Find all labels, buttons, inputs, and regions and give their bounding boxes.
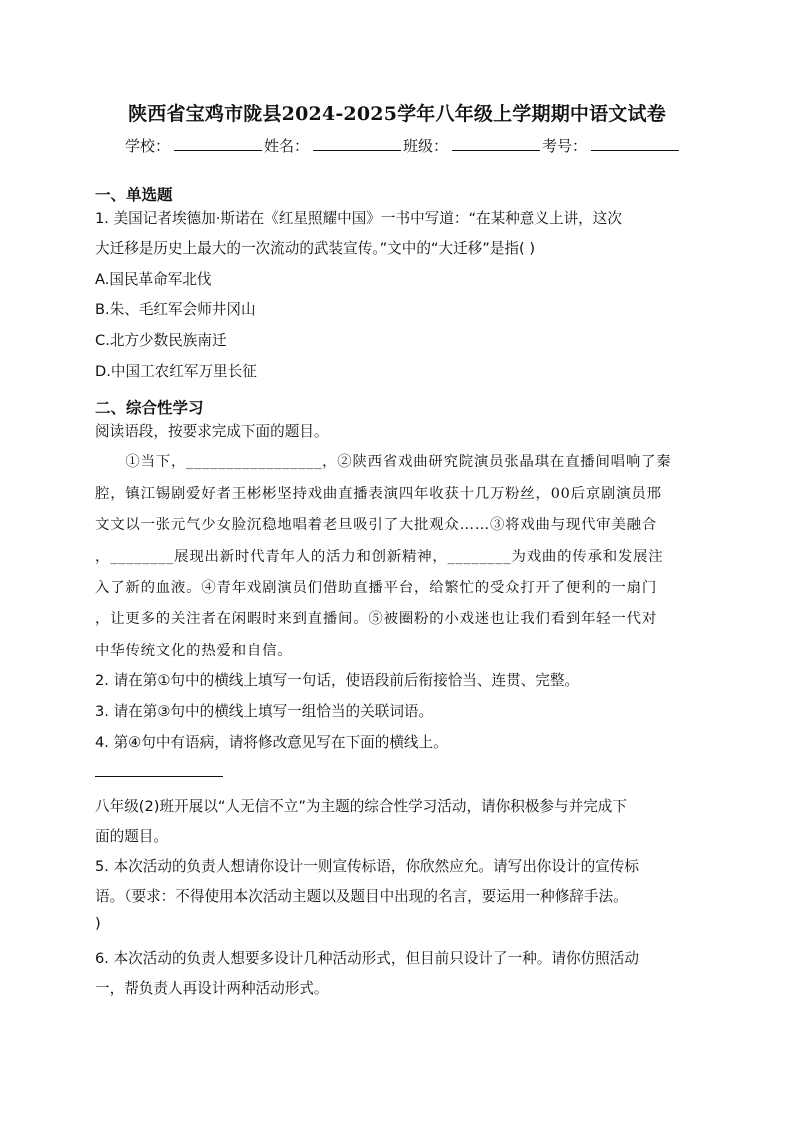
question-4: 4. 第④句中有语病，请将修改意见写在下面的横线上。 (95, 734, 448, 751)
activity-intro-line-1: 八年级(2)班开展以“人无信不立”为主题的综合性学习活动，请你积极参与并完成下 (95, 798, 627, 815)
option-d[interactable]: D.中国工农红军万里长征 (95, 363, 257, 380)
passage-line: ①当下，_________________，②陕西省戏曲研究院演员张晶琪在直播间唱响了秦 (95, 454, 672, 470)
option-a[interactable]: A.国民革命军北伐 (95, 271, 212, 288)
question-5-line-3: ) (95, 915, 101, 932)
option-c[interactable]: C.北方少数民族南迁 (95, 332, 227, 349)
question-2: 2. 请在第①句中的横线上填写一句话，使语段前后衔接恰当、连贯、完整。 (95, 672, 580, 689)
question-5-line-1: 5. 本次活动的负责人想请你设计一则宣传标语，你欣然应允。请写出你设计的宣传标 (95, 858, 639, 875)
name-label: 姓名： (264, 137, 310, 155)
question-5-line-2: 语。（要求：不得使用本次活动主题以及题目中出现的名言，要运用一种修辞手法。 (95, 888, 628, 905)
school-label: 学校： (125, 137, 171, 155)
passage-line: 腔，镇江锡剧爱好者王彬彬坚持戏曲直播表演四年收获十几万粉丝，00后京剧演员邢 (95, 486, 662, 502)
page-title: 陕西省宝鸡市陇县2024-2025学年八年级上学期期中语文试卷 (128, 103, 666, 125)
question-6-line-2: 一，帮负责人再设计两种活动形式。 (95, 980, 329, 997)
reading-instruction: 阅读语段，按要求完成下面的题目。 (95, 423, 329, 440)
section-heading-single-choice: 一、单选题 (95, 186, 173, 204)
activity-intro-line-2: 面的题目。 (95, 828, 168, 845)
class-label: 班级： (403, 137, 449, 155)
exam-no-blank[interactable] (591, 135, 679, 151)
question-1-line-1: 1. 美国记者埃德加·斯诺在《红星照耀中国》一书中写道：“在某种意义上讲，这次 (95, 210, 622, 227)
section-heading-comprehensive-learning: 二、综合性学习 (95, 399, 204, 417)
question-3: 3. 请在第③句中的横线上填写一组恰当的关联词语。 (95, 703, 434, 720)
answer-blank-line[interactable] (95, 776, 223, 777)
school-blank[interactable] (174, 135, 262, 151)
passage-line: 入了新的血液。④青年戏剧演员们借助直播平台，给繁忙的受众打开了便利的一扇门 (95, 580, 658, 596)
name-blank[interactable] (313, 135, 401, 151)
passage-line: 中华传统文化的热爱和自信。 (95, 643, 293, 659)
question-6-line-1: 6. 本次活动的负责人想要多设计几种活动形式，但目前只设计了一种。请你仿照活动 (95, 950, 639, 967)
option-b[interactable]: B.朱、毛红军会师井冈山 (95, 301, 256, 318)
passage-line: 文文以一张元气少女脸沉稳地唱着老旦吸引了大批观众……③将戏曲与现代审美融合 (95, 517, 658, 533)
student-info-row (125, 135, 681, 156)
question-1-line-2: 大迁移是历史上最大的一次流动的武装宣传。”文中的“大迁移”是指( ) (95, 240, 536, 257)
class-blank[interactable] (452, 135, 540, 151)
exam-no-label: 考号： (542, 137, 588, 155)
passage-line: ，________展现出新时代青年人的活力和创新精神，________为戏曲的传承和发展注 (95, 549, 664, 565)
passage-line: ，让更多的关注者在闲暇时来到直播间。⑤被圈粉的小戏迷也让我们看到年轻一代对 (95, 611, 658, 627)
